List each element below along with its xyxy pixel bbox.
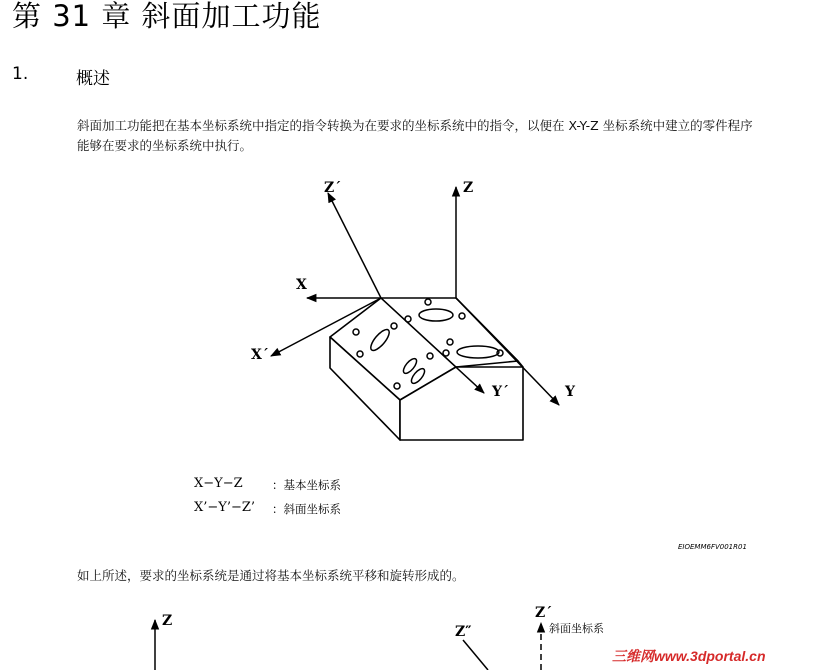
z-label: Z (463, 180, 474, 196)
section-title: 概述 (76, 69, 110, 89)
chapter-title: 第 31 章 斜面加工功能 (12, 0, 322, 33)
fig2-z-label: Z (162, 613, 173, 629)
legend-code-inclined: X’−Y’−Z’ (194, 500, 256, 515)
fig2-z-prime-label: Z´ (535, 605, 553, 621)
z-prime-axis (328, 193, 381, 298)
figure-code: EIOEMM6FV001R01 (678, 543, 747, 551)
legend-desc-base: ：基本坐标系 (272, 478, 341, 492)
z-prime-label: Z´ (324, 180, 342, 196)
fig2-z-dprime-axis (463, 640, 488, 670)
legend-desc-inclined: ：斜面坐标系 (272, 502, 341, 516)
intro-paragraph: 斜面加工功能把在基本坐标系统中指定的指令转换为在要求的坐标系统中的指令，以便在 X-Y-Z 坐标系统中建立的零件程序能够在要求的坐标系统中执行。 (77, 118, 753, 153)
x-prime-label: X´ (251, 347, 269, 363)
watermark: 三维网www.3dportal.cn (612, 648, 766, 664)
y-prime-label: Y´ (492, 384, 509, 400)
summary-paragraph: 如上所述，要求的坐标系统是通过将基本坐标系统平移和旋转形成的。 (77, 568, 465, 583)
x-label: X (296, 277, 307, 293)
fig2-z-dprime-label: Z″ (455, 624, 472, 640)
y-label: Y (565, 384, 575, 400)
legend-code-base: X−Y−Z (194, 476, 243, 491)
fig2-inclined-label: 斜面坐标系 (549, 622, 604, 635)
section-number: 1. (12, 64, 29, 84)
